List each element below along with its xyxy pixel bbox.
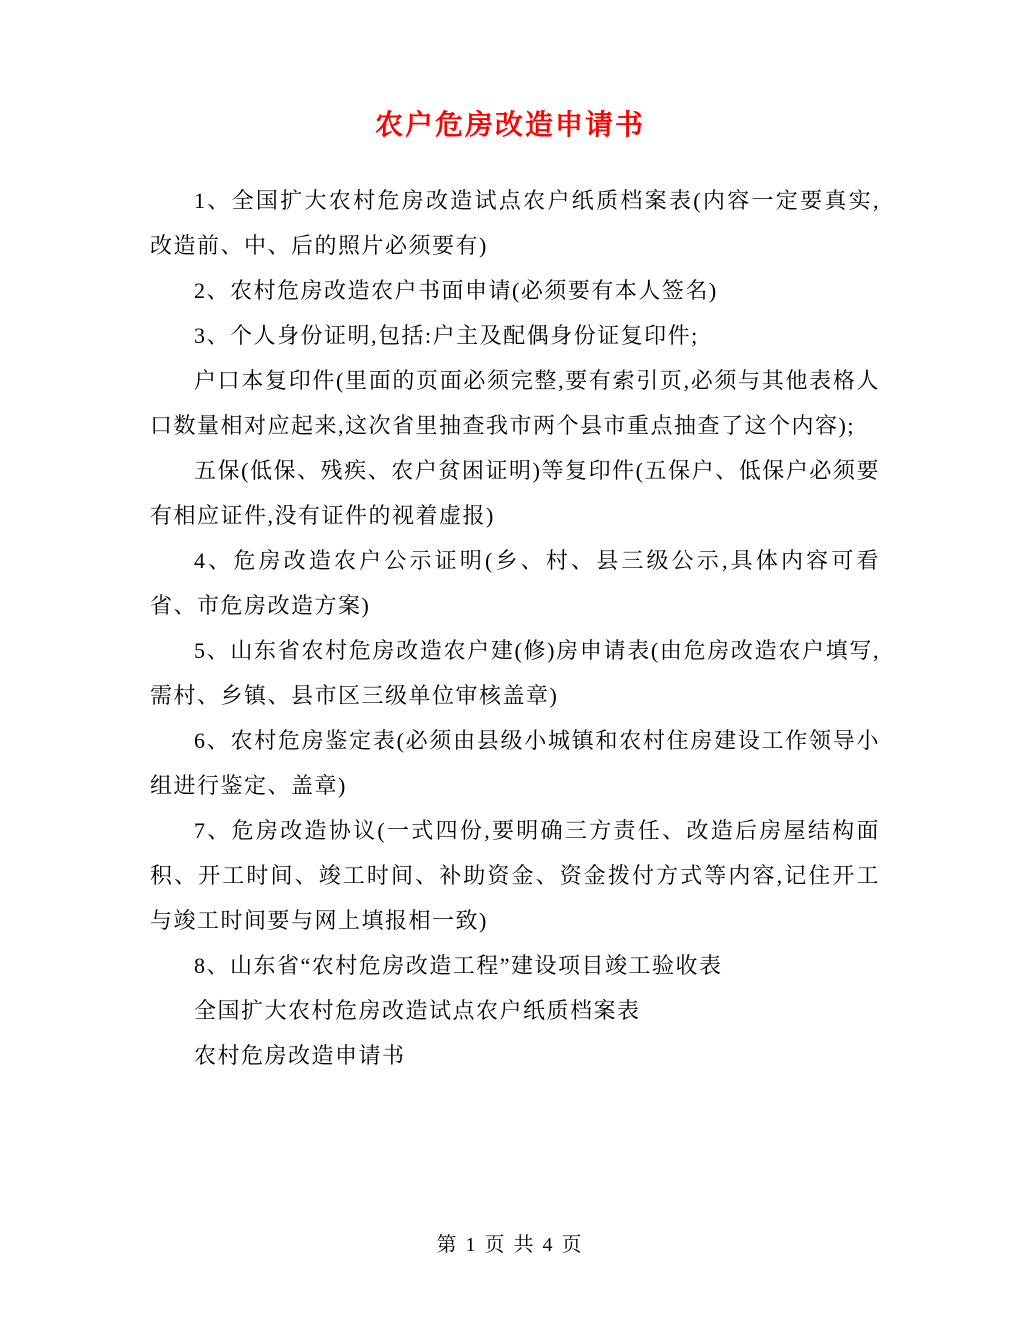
- body-paragraph: 五保(低保、残疾、农户贫困证明)等复印件(五保户、低保户必须要有相应证件,没有证件的视着虚报): [150, 458, 880, 528]
- body-paragraph: 1、全国扩大农村危房改造试点农户纸质档案表(内容一定要真实,改造前、中、后的照片必须要有): [150, 188, 880, 258]
- page-number-footer: 第 1 页 共 4 页: [436, 1234, 584, 1256]
- body-paragraph: 4、危房改造农户公示证明(乡、村、县三级公示,具体内容可看省、市危房改造方案): [150, 548, 880, 618]
- body-paragraph: 8、山东省“农村危房改造工程”建设项目竣工验收表: [194, 953, 723, 978]
- body-paragraph: 全国扩大农村危房改造试点农户纸质档案表: [194, 998, 641, 1023]
- body-paragraph: 5、山东省农村危房改造农户建(修)房申请表(由危房改造农户填写,需村、乡镇、县市区三级单位审核盖章): [150, 638, 880, 708]
- body-paragraph: 户口本复印件(里面的页面必须完整,要有索引页,必须与其他表格人口数量相对应起来,这次省里抽查我市两个县市重点抽查了这个内容);: [150, 368, 880, 438]
- body-paragraph: 3、个人身份证明,包括:户主及配偶身份证复印件;: [194, 323, 699, 348]
- body-paragraph: 6、农村危房鉴定表(必须由县级小城镇和农村住房建设工作领导小组进行鉴定、盖章): [150, 728, 880, 798]
- document-title: 农户危房改造申请书: [374, 110, 645, 141]
- body-paragraph: 7、危房改造协议(一式四份,要明确三方责任、改造后房屋结构面积、开工时间、竣工时间、补助资金、资金拨付方式等内容,记住开工与竣工时间要与网上填报相一致): [150, 818, 880, 933]
- document-body: [150, 178, 880, 1078]
- body-paragraph: 2、农村危房改造农户书面申请(必须要有本人签名): [194, 278, 718, 303]
- body-paragraph: 农村危房改造申请书: [194, 1043, 406, 1068]
